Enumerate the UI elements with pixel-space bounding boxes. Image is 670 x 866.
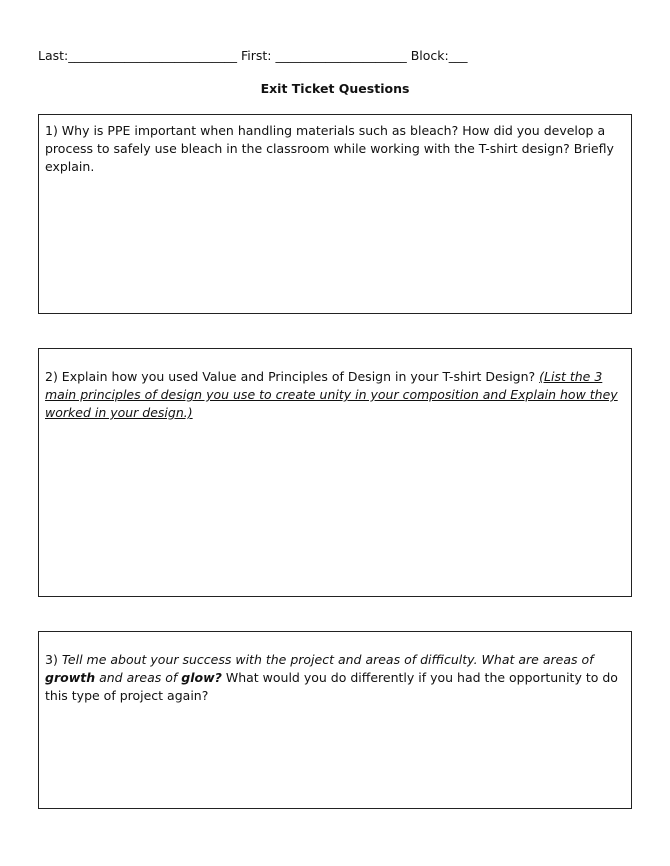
first-name-blank[interactable]: _____________________ [275, 48, 407, 63]
question-2-emphasis: (List the 3 main principles of design you use to create unity in your composition and Explain how they worked in your design.) [45, 369, 618, 420]
last-name-blank[interactable]: ___________________________ [68, 48, 237, 63]
name-block-line [38, 48, 638, 63]
question-3-number: 3) [45, 652, 62, 667]
question-1-text: 1) Why is PPE important when handling materials such as bleach? How did you develop a process to safely use bleach in the classroom while working with the T-shirt design? Briefly explain. [45, 123, 614, 174]
first-label: First: [240, 48, 272, 63]
question-2-prompt: 2) Explain how you used Value and Principles of Design in your T-shirt Design? [45, 369, 540, 384]
question-1-box[interactable] [38, 114, 632, 314]
question-3-italic-2: and areas of [95, 670, 182, 685]
question-2-box[interactable] [38, 348, 632, 597]
last-label: Last: [38, 48, 69, 63]
question-2-text [45, 368, 625, 422]
question-3-bold-growth: growth [45, 670, 96, 685]
page-title: Exit Ticket Questions [260, 81, 410, 96]
question-3-bold-glow: glow? [181, 670, 222, 685]
question-3-italic-1: Tell me about your success with the project and areas of difficulty. What are areas of [61, 652, 594, 667]
question-3-text [45, 651, 625, 705]
question-3-box[interactable] [38, 631, 632, 809]
block-label: Block: [410, 48, 449, 63]
block-blank[interactable]: ___ [448, 48, 468, 63]
question-3-rest: What would you do differently if you had the opportunity to do this type of project again? [45, 670, 618, 703]
